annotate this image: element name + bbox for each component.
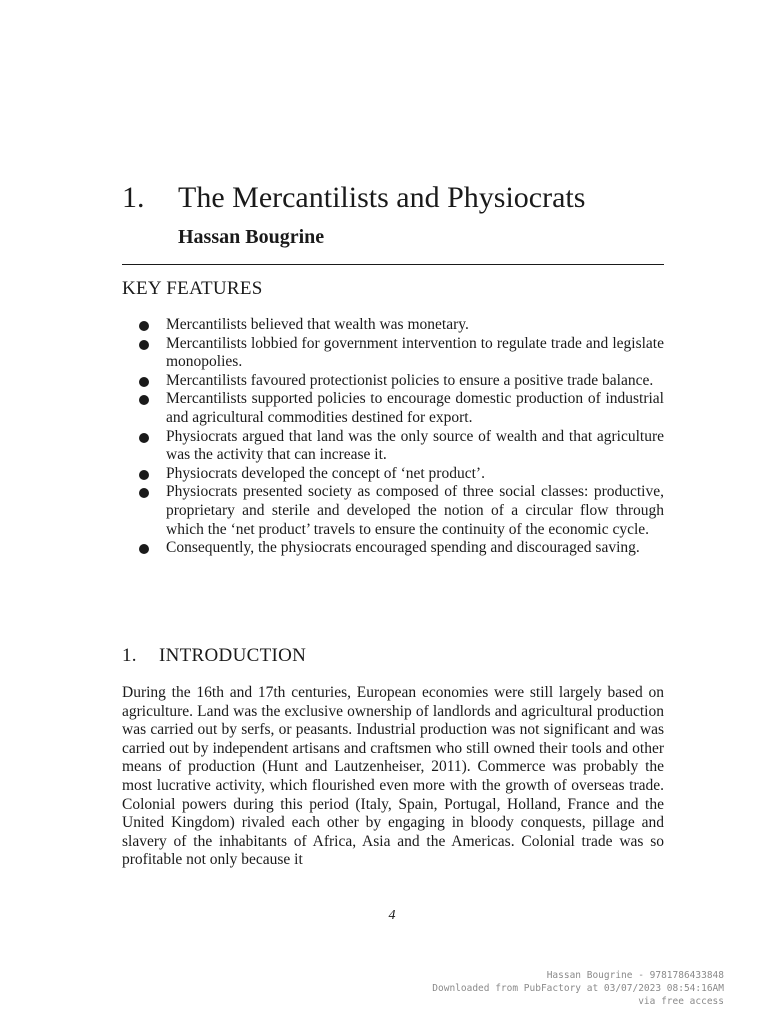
key-features-heading: KEY FEATURES — [122, 278, 263, 299]
page-number: 4 — [388, 908, 396, 923]
bullet-icon — [139, 488, 149, 498]
key-feature-item — [138, 316, 664, 335]
chapter-header — [122, 178, 682, 250]
key-feature-item — [138, 465, 664, 484]
footer-line-access: via free access — [638, 995, 724, 1007]
bullet-icon — [139, 321, 149, 331]
download-footer — [432, 970, 724, 1008]
chapter-title — [122, 178, 682, 218]
header-divider — [122, 264, 664, 265]
key-feature-text: Mercantilists favoured protectionist policies to ensure a positive trade balance. — [166, 371, 654, 389]
key-feature-item — [138, 372, 664, 391]
key-feature-item — [138, 539, 664, 558]
key-feature-item — [138, 483, 664, 539]
key-feature-text: Physiocrats argued that land was the only source of wealth and that agriculture was the activity that can increase it. — [166, 427, 664, 464]
bullet-icon — [139, 544, 149, 554]
chapter-number: 1. — [122, 181, 145, 214]
bullet-icon — [139, 377, 149, 387]
key-feature-text: Physiocrats presented society as composed of three social classes: productive, proprietary and sterile and developed the notion of a circular flow through which the ‘net product’ travels to ensure the continuity of the economic cycle. — [166, 483, 664, 538]
key-feature-item — [138, 428, 664, 465]
key-feature-text: Mercantilists supported policies to encourage domestic production of industrial and agricultural commodities destined for export. — [166, 390, 664, 426]
section-title: INTRODUCTION — [159, 645, 307, 666]
chapter-author: Hassan Bougrine — [178, 226, 325, 248]
key-feature-text: Mercantilists lobbied for government intervention to regulate trade and legislate monopolies. — [166, 334, 664, 371]
footer-line-book: Hassan Bougrine - 9781786433848 — [546, 970, 724, 981]
bullet-icon — [139, 433, 149, 443]
key-feature-item — [138, 390, 664, 427]
bullet-icon — [139, 340, 149, 350]
section-heading-introduction — [122, 645, 306, 667]
section-number: 1. — [122, 645, 137, 666]
introduction-paragraph: During the 16th and 17th centuries, European economies were still largely based on agriculture. Land was the exclusive ownership of landlords and agricultural production was carried out by serfs, or peasants. Industrial production was not significant and was carried out by independent artisans and craftsmen who still owned their tools and other means of production (Hunt and Lautzenheiser, 2011). Commerce was probably the most lucrative activity, which flourished even more with the growth of overseas trade. Colonial powers during this period (Italy, Spain, Portugal, Holland, France and the United Kingdom) rivaled each other by engaging in bloody conquests, pillage and slavery of the inhabitants of Africa, Asia and the Americas. Colonial trade was so profitable not only because it — [122, 684, 664, 869]
chapter-title-text: The Mercantilists and Physiocrats — [178, 181, 586, 214]
bullet-icon — [139, 395, 149, 405]
key-features-list — [138, 316, 664, 558]
key-feature-text: Mercantilists believed that wealth was monetary. — [166, 316, 469, 333]
bullet-icon — [139, 470, 149, 480]
key-feature-text: Physiocrats developed the concept of ‘net product’. — [166, 464, 485, 482]
key-feature-text: Consequently, the physiocrats encouraged spending and discouraged saving. — [166, 539, 640, 557]
key-feature-item — [138, 335, 664, 372]
footer-line-download: Downloaded from PubFactory at 03/07/2023 08:54:16AM — [432, 982, 724, 994]
